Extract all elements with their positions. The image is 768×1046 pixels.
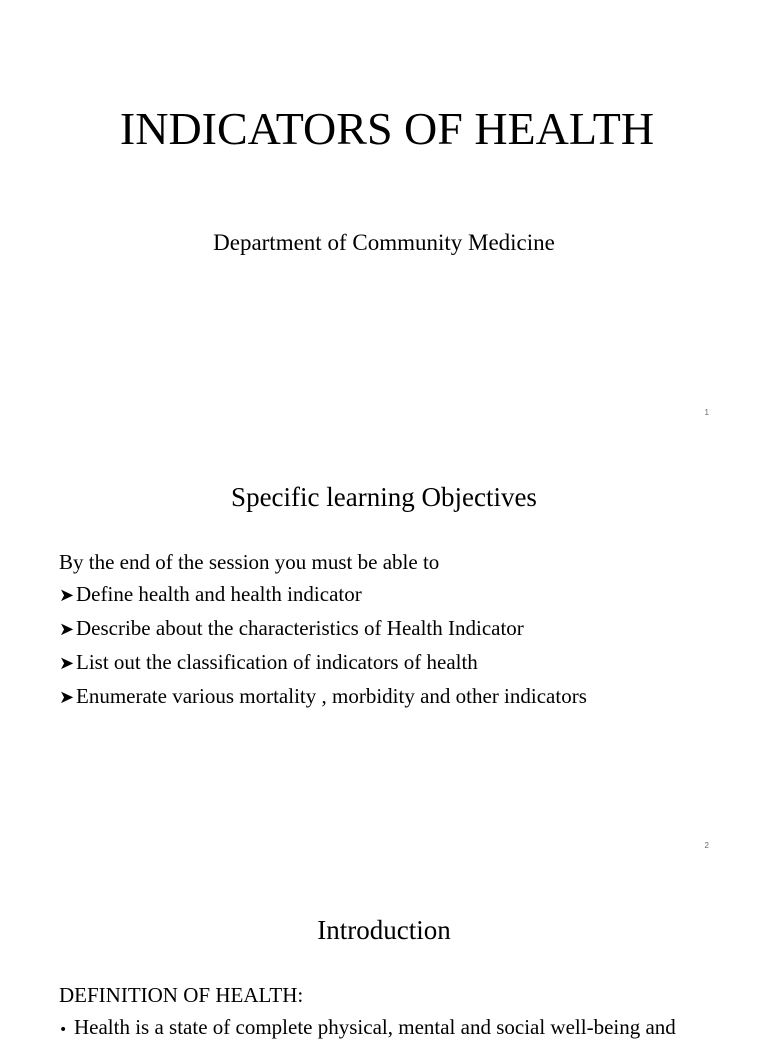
slide-2 <box>0 433 768 866</box>
introduction-body <box>59 979 719 1046</box>
definition-label: DEFINITION OF HEALTH: <box>59 983 304 1007</box>
slide-heading: Specific learning Objectives <box>231 482 537 512</box>
slide-3 <box>0 866 768 1039</box>
slide-heading: Introduction <box>317 915 451 945</box>
list-item-text: Describe about the characteristics of Health Indicator <box>76 616 524 640</box>
arrowhead-bullet-icon: ➤ <box>59 653 75 674</box>
objectives-list <box>59 578 719 714</box>
list-item-text: Enumerate various mortality , morbidity and other indicators <box>76 684 587 708</box>
list-item <box>59 1011 719 1046</box>
list-item <box>59 680 719 714</box>
page-number: 2 <box>704 841 709 850</box>
list-item-text: Health is a state of complete physical, mental and social well-being and <box>74 1015 676 1039</box>
list-item-text: List out the classification of indicators of health <box>76 650 478 674</box>
page-number: 1 <box>704 408 709 417</box>
objectives-intro: By the end of the session you must be able to <box>59 550 440 574</box>
list-item <box>59 578 719 612</box>
list-item <box>59 646 719 680</box>
bullet-dot-icon: • <box>59 1022 68 1038</box>
arrowhead-bullet-icon: ➤ <box>59 687 75 708</box>
arrowhead-bullet-icon: ➤ <box>59 619 75 640</box>
presentation-title: INDICATORS OF HEALTH <box>119 103 655 154</box>
list-item-text: Define health and health indicator <box>76 582 362 606</box>
arrowhead-bullet-icon: ➤ <box>59 585 75 606</box>
slide-1 <box>0 0 768 433</box>
list-item <box>59 612 719 646</box>
objectives-body <box>59 546 719 714</box>
presentation-subtitle: Department of Community Medicine <box>213 230 555 255</box>
